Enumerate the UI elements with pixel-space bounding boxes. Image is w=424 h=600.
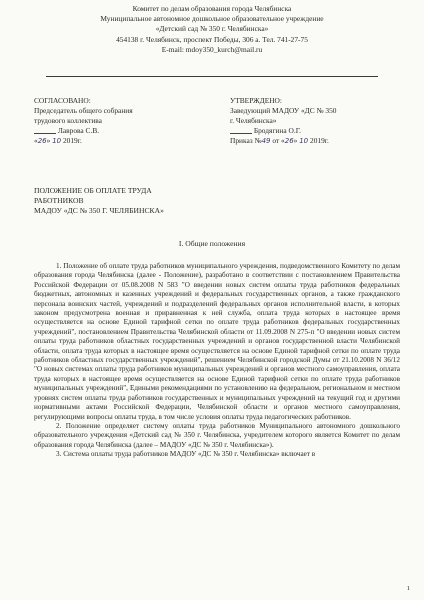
letterhead-line-3: «Детский сад № 350 г. Челябинска» [155,24,269,34]
paragraph-2: 2. Положение определяет систему оплаты труда работников Муниципального автономного дошкольного образовательного учреждения «Детский сад № 350 г. Челябинска, учредителем которого является Комитет по делам образования города Челябинска (далее – МАДОУ «ДС № 350 г. Челябинска»). [34,421,400,449]
agreed-date-month: 10 [52,137,62,145]
section-heading: I. Общие положения [178,239,246,248]
approved-line-1: Заведующий МАДОУ «ДС № 350 [230,106,337,115]
agreed-line-1: Председатель общего собрания [34,106,133,115]
paragraph-3: 3. Система оплаты труда работников МАДОУ «ДС № 350 г. Челябинска» включает в [56,450,316,459]
letterhead-line-4: 454138 г. Челябинск, проспект Победы, 306 а. Тел. 741-27-75 [116,34,308,44]
page-number: 1 [406,585,410,592]
approved-order-number: 49 [261,137,271,145]
approved-date-month: 10 [299,137,309,145]
approved-signature-line [230,126,252,134]
approved-signer: Бродягина О.Г. [253,126,301,135]
body-text [34,262,400,460]
letterhead [30,4,394,55]
paragraph-1: 1. Положение об оплате труда работников муниципального учреждения, подведомственного Комитету по делам образования города Челябинска (далее - Положение), разработано в соответствии с постановлением Правительства Российской Федерации от 05.08.2008 N 583 "О введении новых систем оплаты труда работников федеральных бюджетных, автономных и казенных учреждений и федеральных государственных органов, а также гражданского персонала воинских частей, учреждений и подразделений федеральных органов исполнительной власти, в которых законом предусмотрена военная и приравненная к ней служба, оплата труда которых в настоящее время осуществляется на основе Единой тарифной сетки по оплате труда работников федеральных государственных учреждений", постановлением Правительства Челябинской области от 11.09.2008 N 275-п "О введении новых систем оплаты труда работников областных государственных учреждений и органов государственной власти Челябинской области, оплата труда которых в настоящее время осуществляется на основе Единой тарифной сетки по оплате труда работников областных государственных учреждений", решением Челябинской городской Думы от 21.10.2008 N 36/12 "О новых системах оплаты труда работников муниципальных учреждений и органов местного самоуправления, оплата труда которых в настоящее время осуществляется на основе Единой тарифной сетки по оплате труда работников муниципальных учреждений", Едиными рекомендациями по установлению на федеральном, региональном и местном уровнях систем оплаты труда работников государственных и муниципальных учреждений на текущий год и другими нормативными актами Российской Федерации, Челябинской области и органов местного самоуправления, регулирующими вопросы оплаты труда, в том числе условия оплаты труда педагогических работников. [34,262,400,421]
approved-line-2: г. Челябинска» [230,116,277,125]
title-line-2: РАБОТНИКОВ [34,196,84,205]
agreed-heading: СОГЛАСОВАНО: [34,96,91,105]
letterhead-line-2: Муниципальное автономное дошкольное образовательное учреждение [100,14,324,24]
approval-agreed [34,96,204,146]
agreed-signer: Лаврова С.В. [57,126,100,135]
approved-heading: УТВЕРЖДЕНО: [230,96,282,105]
agreed-date: «26» 10 2019г. [34,136,82,145]
approved-date-day: 26 [284,137,294,145]
approved-order: Приказ №49 от «26» 10 2019г. [230,136,329,145]
agreed-line-2: трудового коллектива [34,116,102,125]
agreed-date-day: 26 [37,137,47,145]
approval-approved [230,96,410,146]
agreed-signature-line [34,126,56,134]
letterhead-line-1: Комитет по делам образования города Челябинска [132,4,292,13]
letterhead-line-5: E-mail: mdoy350_kurch@mail.ru [161,44,263,54]
title-line-3: МАДОУ «ДС № 350 Г. ЧЕЛЯБИНСКА» [34,206,164,215]
letterhead-divider [46,76,378,77]
title-line-1: ПОЛОЖЕНИЕ ОБ ОПЛАТЕ ТРУДА [34,186,152,195]
document-title [34,186,164,216]
